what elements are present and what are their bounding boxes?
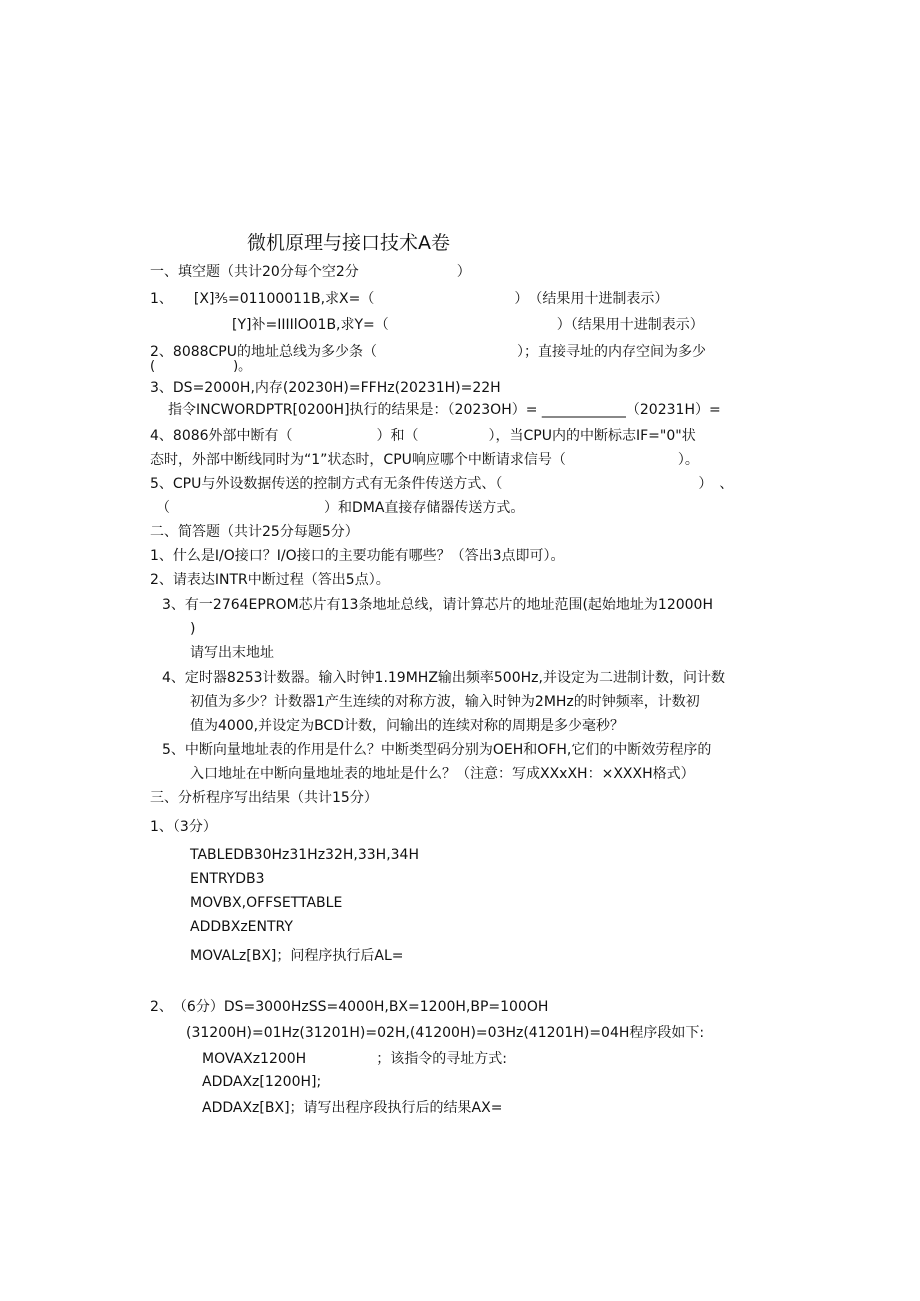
program-1-label: 1、（3分） [150, 819, 217, 835]
program-2-line-3: ADDAXz[1200H]; [202, 1074, 322, 1090]
question-2-4a: 4、定时器8253计数器。输入时钟1.19MHZ输出频率500Hz,并设定为二进制计数，问计数 [162, 670, 725, 686]
program-2-line-2: MOVAXz1200H ；该指令的寻址方式: [202, 1051, 507, 1067]
program-1-line-4: ADDBXzENTRY [190, 919, 293, 935]
question-1-4a: 4、8086外部中断有（ ）和（ ），当CPU内的中断标志IF="0"状 [150, 428, 696, 444]
program-2-line-1: (31200H)=01Hz(31201H)=02H,(41200H)=03Hz(41201H)=04H程序段如下: [186, 1025, 705, 1041]
question-1-3a: 3、DS=2000H,内存(20230H)=FFHz(20231H)=22H [150, 380, 501, 396]
question-1-1b: [Y]补=IIIIlO01B,求Y=（ ）（结果用十进制表示） [232, 317, 704, 333]
program-1-line-5: MOVALz[BX]；问程序执行后AL= [190, 948, 404, 964]
question-2-4c: 值为4000,并设定为BCD计数，问输出的连续对称的周期是多少毫秒？ [190, 718, 624, 734]
question-1-5a: 5、CPU与外设数据传送的控制方式有无条件传送方式、（ ） 、 [150, 476, 734, 492]
question-2-3c: 请写出末地址 [190, 645, 274, 661]
question-2-3a: 3、有一2764EPROM芯片有13条地址总线，请计算芯片的地址范围(起始地址为12000H [162, 597, 713, 613]
question-2-5a: 5、中断向量地址表的作用是什么？中断类型码分别为OEH和OFH,它们的中断效劳程序的 [162, 742, 712, 758]
question-1-1a: 1、 [X]⅗=01100011B,求X=（ ） （结果用十进制表示） [150, 291, 669, 307]
question-1-2a: 2、8088CPU的地址总线为多少条（ ）；直接寻址的内存空间为多少 [150, 344, 706, 360]
question-2-5b: 入口地址在中断向量地址表的地址是什么？（注意：写成XXxXH：×XXXH格式） [190, 766, 695, 782]
program-2-line-4: ADDAXz[BX]；请写出程序段执行后的结果AX= [202, 1100, 503, 1116]
question-1-5b: （ ）和DMA直接存储器传送方式。 [156, 500, 525, 516]
question-2-4b: 初值为多少？计数器1产生连续的对称方波，输入时钟为2MHz的时钟频率，计数初 [190, 694, 700, 710]
section-3-heading: 三、分析程序写出结果（共计15分） [150, 790, 378, 806]
program-1-line-3: MOVBX,OFFSETTABLE [190, 895, 343, 911]
program-1-line-1: TABLEDB30Hz31Hz32H,33H,34H [190, 847, 419, 863]
question-1-4b: 态时，外部中断线同时为“1”状态时，CPU响应哪个中断请求信号（ ）。 [150, 452, 699, 468]
page-title: 微机原理与接口技术A卷 [247, 232, 450, 254]
question-2-1: 1、什么是I/O接口？I/O接口的主要功能有哪些？（答出3点即可）。 [150, 548, 565, 564]
section-1-heading: 一、填空题（共计20分每个空2分 ） [150, 264, 471, 280]
question-2-2: 2、请表达INTR中断过程（答出5点）。 [150, 572, 390, 588]
section-2-heading: 二、简答题（共计25分每题5分） [150, 524, 359, 540]
question-1-2b: ( )。 [150, 359, 252, 374]
question-2-3b: ) [190, 621, 196, 637]
program-1-line-2: ENTRYDB3 [190, 871, 265, 887]
program-2-label: 2、 （6分）DS=3000HzSS=4000H,BX=1200H,BP=100OH [150, 999, 549, 1015]
question-1-3b: 指令INCWORDPTR[0200H]执行的结果是：（2023OH）= ____________（20231H）= [168, 402, 721, 418]
